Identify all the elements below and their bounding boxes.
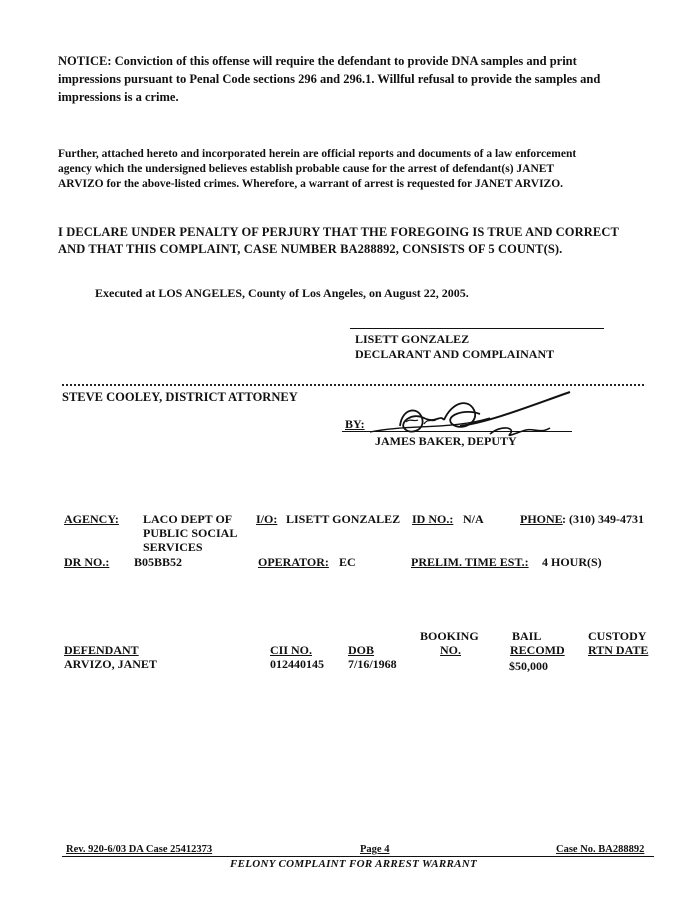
declarant-title: DECLARANT AND COMPLAINANT [355, 347, 555, 361]
header-custody-1: CUSTODY [588, 629, 647, 643]
perjury-declaration [58, 224, 658, 258]
notice-line-2: impressions pursuant to Penal Code sections 296 and 296.1. Willful refusal to provide the samples and [58, 72, 601, 86]
dotted-separator [62, 384, 644, 386]
phone-label: PHONE [520, 512, 563, 526]
further-line-3: ARVIZO for the above-listed crimes. Wherefore, a warrant of arrest is requested for JANET ARVIZO. [58, 178, 564, 190]
io-label: I/O: [256, 512, 278, 526]
declaration-line-1: I DECLARE UNDER PENALTY OF PERJURY THAT THE FOREGOING IS TRUE AND CORRECT [58, 225, 619, 239]
row-dob: 7/16/1968 [348, 657, 397, 671]
header-cii-no: CII NO. [270, 643, 313, 657]
deputy-signature-line [342, 431, 572, 432]
footer-case-no: Case No. BA288892 [556, 844, 645, 855]
notice-line-3: impressions is a crime. [58, 90, 179, 104]
header-defendant: DEFENDANT [64, 643, 139, 657]
by-label: BY: [345, 417, 365, 431]
footer-rule [62, 856, 654, 857]
declarant-signature-line [350, 328, 604, 329]
footer-form-title: FELONY COMPLAINT FOR ARREST WARRANT [230, 858, 478, 870]
io-value: LISETT GONZALEZ [286, 512, 401, 526]
execution-statement: Executed at LOS ANGELES, County of Los Angeles, on August 22, 2005. [95, 286, 469, 300]
footer-rev: Rev. 920-6/03 DA Case 25412373 [66, 844, 213, 855]
district-attorney-name: STEVE COOLEY, DISTRICT ATTORNEY [62, 390, 298, 404]
header-custody-2: RTN DATE [588, 643, 649, 657]
declarant-name: LISETT GONZALEZ [355, 332, 470, 346]
operator-value: EC [339, 555, 356, 569]
probable-cause-paragraph [58, 147, 638, 192]
agency-line-1: LACO DEPT OF [143, 512, 233, 526]
agency-line-2: PUBLIC SOCIAL [143, 526, 238, 540]
header-booking-2: NO. [440, 643, 461, 657]
prelim-time-label: PRELIM. TIME EST.: [411, 555, 529, 569]
header-bail-1: BAIL [512, 629, 542, 643]
row-cii-no: 012440145 [270, 657, 324, 671]
header-bail-2: RECOMD [510, 643, 565, 657]
further-line-2: agency which the undersigned believes establish probable cause for the arrest of defendant(s) JANET [58, 163, 555, 175]
footer-page: Page 4 [360, 844, 390, 855]
header-booking-1: BOOKING [420, 629, 479, 643]
declaration-line-2: AND THAT THIS COMPLAINT, CASE NUMBER BA288892, CONSISTS OF 5 COUNT(S). [58, 242, 563, 256]
agency-value [143, 512, 237, 554]
notice-line-1: NOTICE: Conviction of this offense will require the defendant to provide DNA samples and print [58, 54, 577, 68]
id-no-label: ID NO.: [412, 512, 454, 526]
row-bail: $50,000 [509, 659, 548, 673]
dna-notice-paragraph [58, 52, 658, 106]
id-no-value: N/A [463, 512, 484, 526]
row-defendant: ARVIZO, JANET [64, 657, 157, 671]
deputy-name: JAMES BAKER, DEPUTY [375, 434, 517, 448]
header-dob: DOB [348, 643, 375, 657]
phone-value: : (310) 349-4731 [562, 512, 644, 526]
dr-no-value: B05BB52 [134, 555, 183, 569]
further-line-1: Further, attached hereto and incorporated herein are official reports and documents of a law enforcement [58, 148, 577, 160]
prelim-time-value: 4 HOUR(S) [542, 555, 602, 569]
operator-label: OPERATOR: [258, 555, 329, 569]
agency-label: AGENCY: [64, 512, 119, 526]
dr-no-label: DR NO.: [64, 555, 110, 569]
agency-line-3: SERVICES [143, 540, 203, 554]
